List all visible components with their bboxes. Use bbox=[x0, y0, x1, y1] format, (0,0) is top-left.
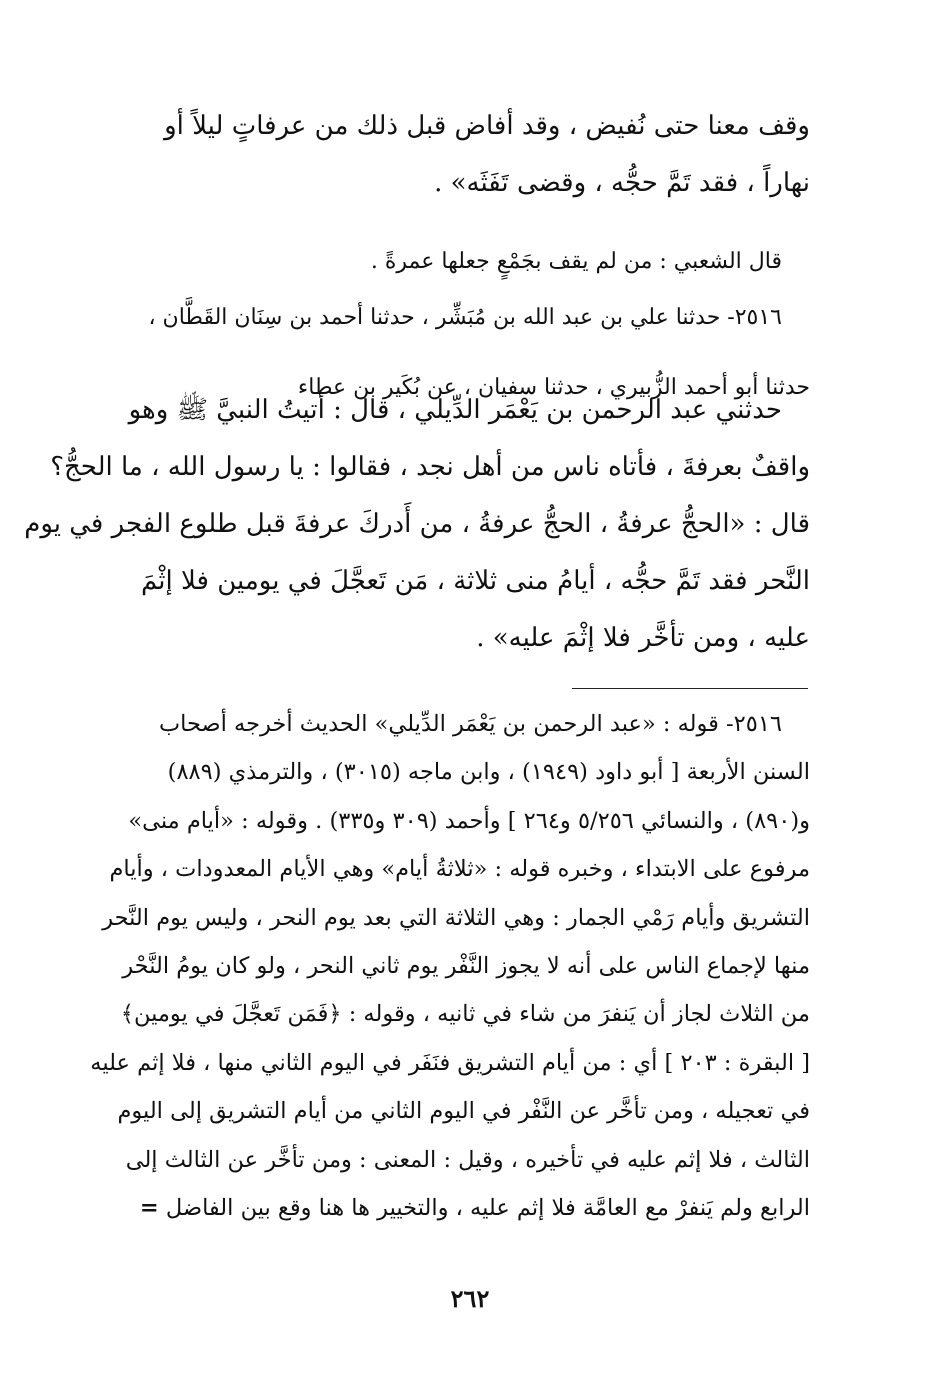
footnote-line: التشريق وأيام رَمْي الجمار : وهي الثلاثة التي بعد يوم النحر ، وليس يوم النَّحر bbox=[102, 904, 810, 931]
footnote-line: ٢٥١٦- قوله : «عبد الرحمن بن يَعْمَر الدِّيلي» الحديث أخرجه أصحاب bbox=[158, 711, 782, 737]
text-line: عليه ، ومن تأخَّر فلا إثْمَ عليه» . bbox=[476, 623, 810, 653]
text-line: قال : «الحجُّ عرفةُ ، الحجُّ عرفةُ ، من أَدركَ عرفةَ قبل طلوع الفجر في يوم bbox=[24, 509, 810, 539]
footnote-divider bbox=[572, 688, 808, 689]
hadith-number-line: ٢٥١٦- حدثنا علي بن عبد الله بن مُبَشِّر ، حدثنا أحمد بن سِنَان القَطَّان ، bbox=[148, 305, 782, 330]
footnote-last-line bbox=[132, 1184, 810, 1232]
footnote-line: الثالث ، فلا إثم عليه في تأخيره ، وقيل : المعنى : ومن تأخَّر عن الثالث إلى bbox=[125, 1146, 810, 1173]
footnote-section bbox=[90, 700, 810, 1232]
footnote-line: من الثلاث لجاز أن يَنفرَ من شاء في ثانيه ، وقوله : ﴿فَمَن تَعجَّلَ في يومين﴾ bbox=[120, 1001, 810, 1028]
page-number: ٢٦٢ bbox=[450, 1284, 490, 1313]
footnote-line: في تعجيله ، ومن تأخَّر عن النَّفْر في اليوم الثاني من أيام التشريق إلى اليوم bbox=[117, 1098, 810, 1125]
text-line: حدثنا أبو أحمد الزُّبيري ، حدثنا سفيان ، عن بُكَير بن عطاء bbox=[297, 375, 810, 400]
footnote-line: [ البقرة : ٢٠٣ ] أي : من أيام التشريق فنَفَر في اليوم الثاني منها ، فلا إثم عليه bbox=[90, 1049, 810, 1076]
text-line: واقفٌ بعرفةَ ، فأتاه ناس من أهل نجد ، فقالوا : يا رسول الله ، ما الحجُّ؟ bbox=[50, 452, 810, 482]
footnote-line: مرفوع على الابتداء ، وخبره قوله : «ثلاثةُ أيام» وهي الأيام المعدودات ، وأيام bbox=[109, 856, 810, 883]
matn-paragraph bbox=[24, 382, 810, 667]
continuation-mark: = bbox=[139, 1194, 159, 1221]
text-line: نهاراً ، فقد تَمَّ حجُّه ، وقضى تَفَثَه» . bbox=[434, 168, 810, 198]
text-line: النَّحر فقد تَمَّ حجُّه ، أيامُ منى ثلاثة ، مَن تَعجَّلَ في يومين فلا إثْمَ bbox=[140, 566, 810, 596]
text-line: قال الشعبي : من لم يقف بجَمْعٍ جعلها عمرةً . bbox=[370, 249, 782, 274]
footnote-line: منها لإجماع الناس على أنه لا يجوز النَّفْر يوم ثاني النحر ، ولو كان يومُ النَّحْر bbox=[122, 952, 810, 979]
main-text-paragraph-1 bbox=[132, 98, 810, 212]
footnote-line: السنن الأربعة [ أبو داود (١٩٤٩) ، وابن ماجه (٣٠١٥) ، والترمذي (٨٨٩) bbox=[167, 759, 810, 786]
text-line: وقف معنا حتى نُفيض ، وقد أفاض قبل ذلك من عرفاتٍ ليلاً أو bbox=[164, 111, 810, 141]
footnote-line: و(٨٩٠) ، والنسائي ٥/٢٥٦ و٢٦٤ ] وأحمد (٣٠٩ و٣٣٥) . وقوله : «أيام منى» bbox=[128, 807, 810, 834]
footnote-line-text: الرابع ولم يَنفرْ مع العامَّة فلا إثم عليه ، والتخيير ها هنا وقع بين الفاضل bbox=[165, 1194, 810, 1221]
text-line: حدثني عبد الرحمن بن يَعْمَر الدِّيلي ، قال : أتيتُ النبيَّ ﷺ وهو bbox=[128, 395, 782, 425]
